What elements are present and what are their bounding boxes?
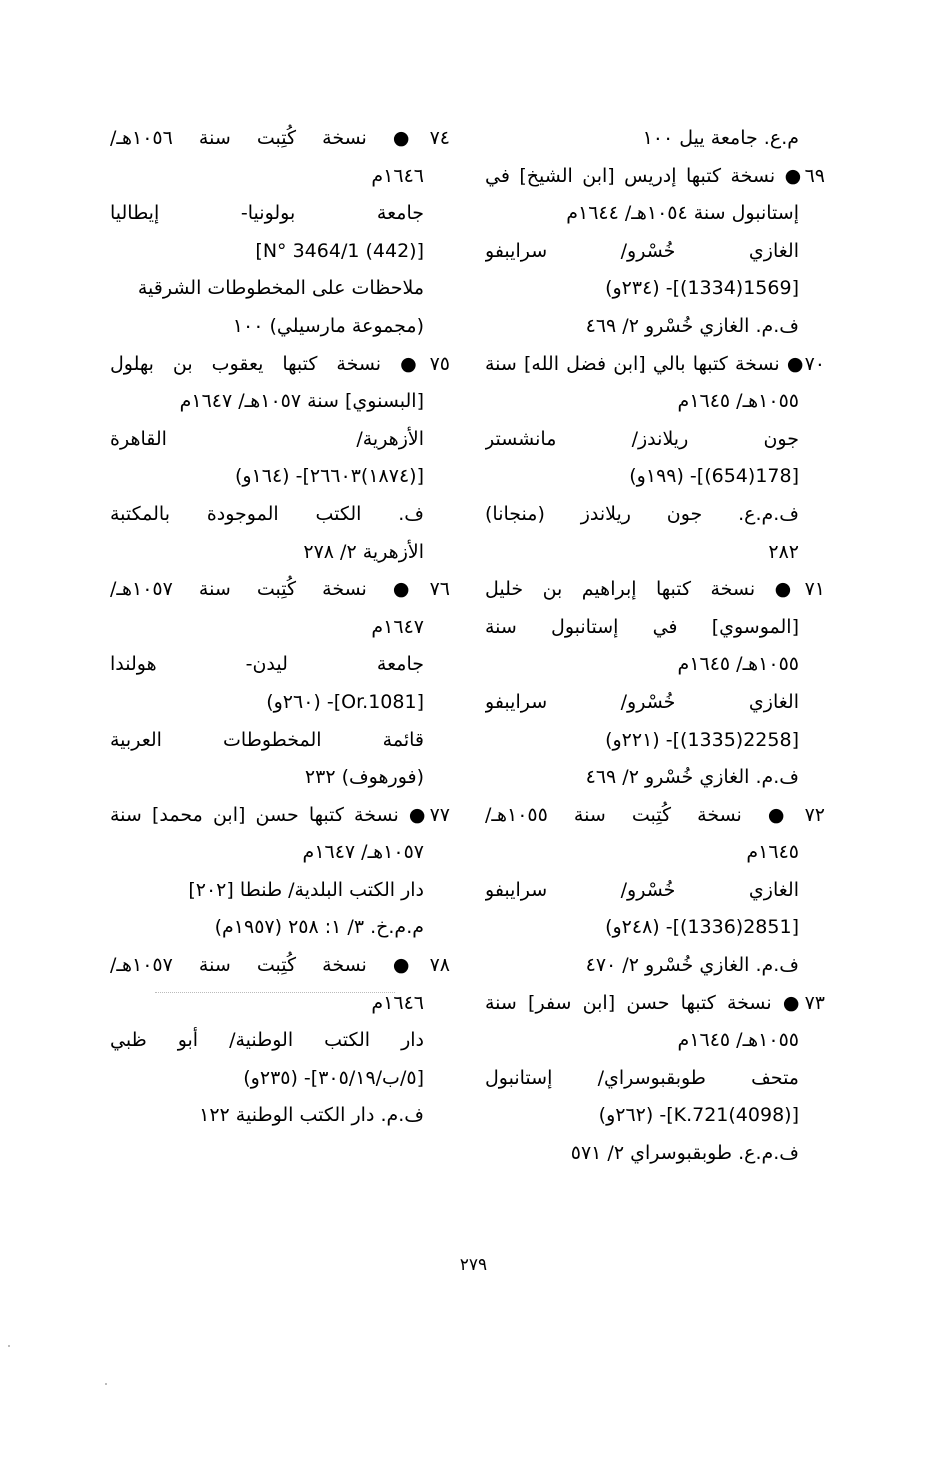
left-column-line: [(442) N° 3464/1] [255, 239, 424, 262]
left-column-line: ٧٥● نسخة كتبها يعقوب بن بهلول [110, 352, 450, 375]
left-column-line: [البسنوي] سنة ١٠٥٧هـ/ ١٦٤٧م [179, 390, 424, 413]
left-column-line: م.م.خ. ٣/ ١: ٢٥٨ (١٩٥٧م) [214, 916, 424, 939]
right-column-line: متحف طوبقبوسراي/ إستانبول [485, 1066, 799, 1089]
scan-speck [105, 1383, 107, 1385]
right-column-line: [2258(1335)]- (٢٢١و) [605, 728, 799, 751]
right-column-line: الغازي خُسْرو/ سرايبفو [485, 690, 799, 713]
left-column-line: [(١٨٧٤)٢٦٦٠٣]- (١٦٤و) [234, 465, 424, 488]
right-column-line: ف.م. الغازي خُسْرو ٢/ ٤٦٩ [585, 314, 799, 337]
left-column-line: الأزهرية ٢/ ٢٧٨ [303, 540, 424, 563]
right-column-line: ف.م. الغازي خُسْرو ٢/ ٤٧٠ [585, 954, 799, 977]
right-column-line: [178(654)]- (١٩٩و) [629, 465, 799, 488]
left-column-line: ٧٨● نسخة كُتِبت سنة ١٠٥٧هـ/ [110, 954, 450, 977]
right-column-line: ٧١● نسخة كتبها إبراهيم بن خليل [485, 578, 825, 601]
right-column-line: [1569(1334)]- (٢٣٤و) [605, 277, 799, 300]
right-column-line: ١٦٤٥م [746, 841, 799, 864]
right-column-line: ٧٣● نسخة كتبها حسن [ابن سفر] سنة [485, 991, 825, 1014]
left-column-line: جامعة بولونيا- إيطاليا [110, 202, 424, 225]
right-column-line: ٧٠● نسخة كتبها بالي [ابن فضل الله] سنة [485, 352, 825, 375]
left-column-line: ف. الكتب الموجودة بالمكتبة [110, 502, 424, 525]
right-column-line: الغازي خُسْرو/ سرايبفو [485, 239, 799, 262]
page-number: ٢٧٩ [459, 1255, 488, 1275]
left-column-line: جامعة ليدن- هولندا [110, 653, 424, 676]
left-column-line: ١٦٤٦م [371, 164, 424, 187]
left-column-line: (مجموعة مارسيلي) ١٠٠ [232, 314, 424, 337]
right-column-line: ف.م. الغازي خُسْرو ٢/ ٤٦٩ [585, 766, 799, 789]
left-column-line: دار الكتب الوطنية/ أبو ظبي [110, 1029, 424, 1052]
right-column-line: [K.721(4098)]- (٢٦٢و) [598, 1104, 799, 1127]
right-column-line: م.ع. جامعة ييل ١٠٠ [642, 127, 799, 149]
left-column-line: ١٠٥٧هـ/ ١٦٤٧م [302, 841, 424, 864]
right-column-line: [2851(1336)]- (٢٤٨و) [605, 916, 799, 939]
right-column-line: ١٠٥٥هـ/ ١٦٤٥م [677, 653, 799, 676]
left-column-line: (فورهوف) ٢٣٢ [304, 766, 424, 789]
left-column-line: الأزهرية/ القاهرة [110, 427, 424, 450]
right-column-line: جون ريلاندز/ مانشستر [485, 427, 799, 450]
right-column-line: [الموسوي] في إستانبول سنة [485, 615, 799, 638]
left-column [110, 120, 450, 1135]
right-column [485, 120, 825, 1173]
left-column-line: دار الكتب البلدية/ طنطا [٢٠٢] [188, 878, 424, 901]
scan-speck [8, 1345, 10, 1347]
right-column-line: ٦٩● نسخة كتبها إدريس [ابن الشيخ] في [485, 164, 825, 187]
right-column-line: ٢٨٢ [768, 540, 799, 563]
left-column-line: ملاحظات على المخطوطات الشرقية [137, 277, 424, 300]
right-column-line: ٧٢● نسخة كُتِبت سنة ١٠٥٥هـ/ [485, 803, 825, 826]
left-column-line: ٧٤● نسخة كُتِبت سنة ١٠٥٦هـ/ [110, 127, 450, 149]
left-column-line: ف.م. دار الكتب الوطنية ١٢٢ [199, 1104, 424, 1127]
right-column-line: الغازي خُسْرو/ سرايبفو [485, 878, 799, 901]
right-column-line: ١٠٥٥هـ/ ١٦٤٥م [677, 1029, 799, 1052]
left-column-line: ٧٧● نسخة كتبها حسن [ابن محمد] سنة [110, 803, 450, 826]
right-column-line: ١٠٥٥هـ/ ١٦٤٥م [677, 390, 799, 413]
left-column-line: ١٦٤٦م [371, 991, 424, 1014]
right-column-line: إستانبول سنة ١٠٥٤هـ/ ١٦٤٤م [566, 202, 799, 225]
left-column-line: [٥/ب/٣٠٥/١٩]- (٢٣٥و) [243, 1066, 424, 1089]
right-column-line: ف.م.ع. طوبقبوسراي ٢/ ٥٧١ [570, 1142, 799, 1165]
left-column-line: ١٦٤٧م [371, 615, 424, 638]
right-column-line: ف.م.ع. جون ريلاندز (منجانا) [485, 502, 799, 525]
dotted-mark [155, 992, 395, 993]
left-column-line: ٧٦● نسخة كُتِبت سنة ١٠٥٧هـ/ [110, 578, 450, 601]
left-column-line: قائمة المخطوطات العربية [110, 728, 424, 751]
left-column-line: [Or.1081]- (٢٦٠و) [266, 690, 424, 713]
